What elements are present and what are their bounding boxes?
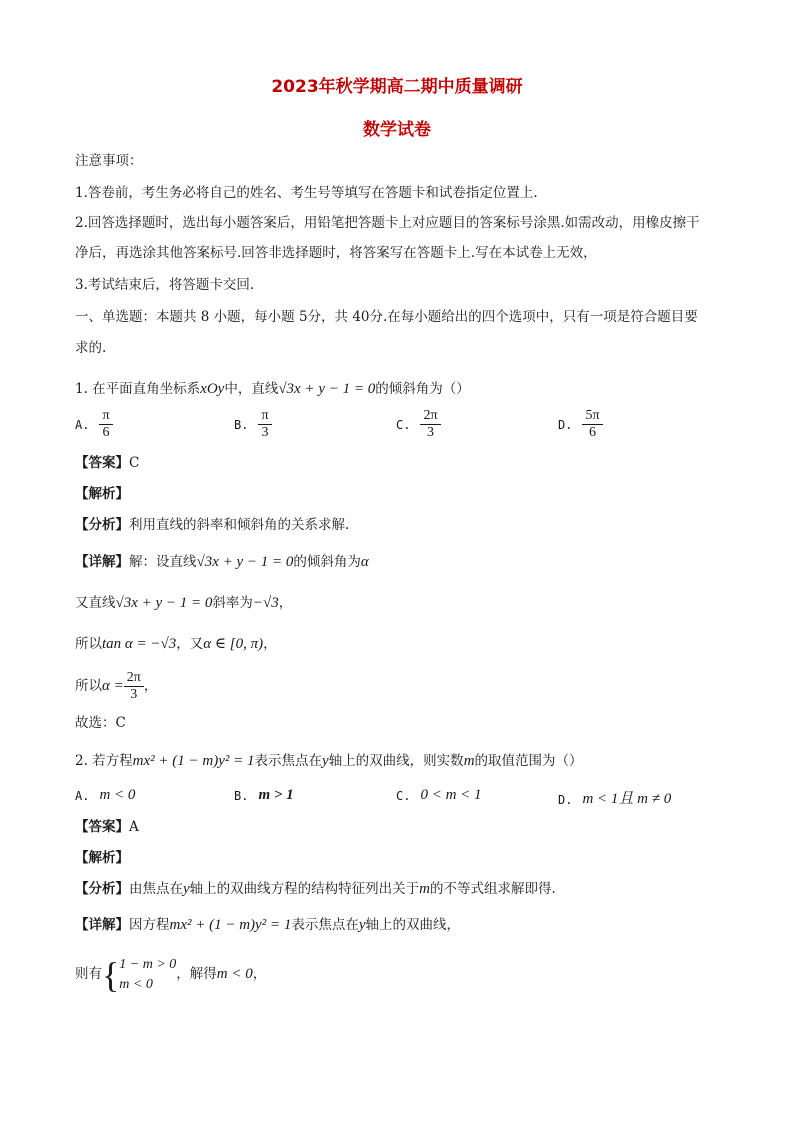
detail-text-3: 轴上的双曲线， <box>365 917 461 933</box>
y-symbol: y <box>358 917 366 933</box>
fenxi-text: 利用直线的斜率和倾斜角的关系求解. <box>129 517 350 533</box>
q1-step-3 <box>75 635 277 653</box>
option-fraction <box>582 408 602 441</box>
q2-stem-text: 2. 若方程 <box>75 753 133 769</box>
detail-tag: 【详解】 <box>75 917 129 933</box>
system-brace: { <box>102 954 120 995</box>
q2-option-a <box>75 787 135 804</box>
inequality-1: 1 − m > 0 <box>119 956 177 972</box>
q1-answer <box>75 454 139 472</box>
step-text-2: 斜率为 <box>212 595 253 611</box>
detail-equation: mx² + (1 − m)y² = 1 <box>169 917 292 933</box>
note-3: 3.考试结束后，将答题卡交回. <box>75 277 255 293</box>
step-text: 又直线 <box>75 595 116 611</box>
detail-tag: 【详解】 <box>75 554 129 570</box>
y-symbol: y <box>322 753 329 769</box>
option-fraction <box>99 408 112 441</box>
denominator: 3 <box>130 687 138 702</box>
q1-detail <box>75 553 369 571</box>
q1-analysis-tag <box>75 485 129 503</box>
step-text-3: ， <box>263 636 277 652</box>
step-text: 所以 <box>75 678 102 694</box>
numerator: π <box>258 408 271 425</box>
answer-value: A <box>129 819 139 835</box>
section-heading-2: 求的. <box>75 340 107 356</box>
exam-title: 2023年秋学期高二期中质量调研 <box>271 77 523 97</box>
answer-value: C <box>129 455 140 471</box>
numerator: π <box>99 408 112 425</box>
q1-fenxi <box>75 516 349 534</box>
detail-equation: √3x + y − 1 = 0 <box>196 554 294 570</box>
q1-stem-text-2: 中，直线 <box>224 381 279 397</box>
option-label: B. <box>234 788 249 803</box>
option-fraction <box>420 408 440 441</box>
exam-subtitle: 数学试卷 <box>363 120 431 140</box>
q1-stem-text-3: 的倾斜角为（） <box>375 381 470 397</box>
fenxi-text-3: 的不等式组求解即得. <box>430 881 556 897</box>
q1-line-equation: √3x + y − 1 = 0 <box>278 381 376 397</box>
analysis-tag: 【解析】 <box>75 486 129 502</box>
option-label: B. <box>234 417 249 432</box>
detail-text-2: 的倾斜角为 <box>293 554 361 570</box>
q2-step-2 <box>75 952 266 997</box>
q1-option-c <box>396 408 441 441</box>
step-text: 则有 <box>75 966 102 982</box>
option-label: D. <box>558 417 573 432</box>
m-symbol: m <box>419 881 431 897</box>
note-1: 1.答卷前，考生务必将自己的姓名、考生号等填写在答题卡和试卷指定位置上. <box>75 185 538 201</box>
q2-analysis-tag <box>75 849 129 867</box>
q2-detail <box>75 916 460 934</box>
numerator: 5π <box>582 408 602 425</box>
denominator: 6 <box>102 425 110 440</box>
detail-text-2: 表示焦点在 <box>291 917 359 933</box>
result-fraction <box>124 670 144 703</box>
q2-stem-text-4: 的取值范围为（） <box>474 753 583 769</box>
q2-stem <box>75 752 583 770</box>
q1-stem <box>75 380 470 398</box>
numerator: 2π <box>124 670 144 687</box>
step-text-2: ， <box>143 678 158 694</box>
q2-option-c <box>396 787 482 804</box>
q2-stem-text-2: 表示焦点在 <box>254 753 323 769</box>
q1-step-2 <box>75 594 292 612</box>
step-text-3: ， <box>278 595 293 611</box>
slope-value: −√3 <box>252 595 279 611</box>
analysis-tag: 【解析】 <box>75 850 129 866</box>
option-label: D. <box>558 792 573 807</box>
section-heading-1: 一、单选题：本题共 8 小题，每小题 5分，共 40分.在每小题给出的四个选项中，只有一项是符合题目要 <box>75 309 698 325</box>
step-text-2: ，又 <box>176 636 204 652</box>
option-label: C. <box>396 788 411 803</box>
m-symbol: m <box>463 753 475 769</box>
fenxi-tag: 【分析】 <box>75 881 129 897</box>
denominator: 6 <box>588 425 596 440</box>
q2-equation: mx² + (1 − m)y² = 1 <box>132 753 255 769</box>
y-symbol: y <box>183 881 190 897</box>
q2-option-d <box>558 787 671 808</box>
q2-fenxi <box>75 880 556 898</box>
notes-heading: 注意事项： <box>75 153 143 169</box>
fenxi-text-2: 轴上的双曲线方程的结构特征列出关于 <box>189 881 420 897</box>
option-text: 0 < m < 1 <box>420 787 482 803</box>
q1-step-4 <box>75 670 157 703</box>
option-label: C. <box>396 417 411 432</box>
option-text: m > 1 <box>258 787 294 803</box>
numerator: 2π <box>420 408 440 425</box>
q2-stem-text-3: 轴上的双曲线，则实数 <box>328 753 464 769</box>
denominator: 3 <box>426 425 434 440</box>
alpha-range: α ∈ [0, π) <box>203 636 264 652</box>
step-text-3: ， <box>252 966 267 982</box>
answer-tag: 【答案】 <box>75 819 129 835</box>
step-equation: √3x + y − 1 = 0 <box>115 595 213 611</box>
fenxi-text: 由焦点在 <box>129 881 183 897</box>
option-label: A. <box>75 788 90 803</box>
detail-text: 因方程 <box>129 917 170 933</box>
step-text-2: ，解得 <box>176 966 217 982</box>
q1-option-a <box>75 408 113 441</box>
q2-option-b <box>234 787 294 804</box>
q1-stem-text: 1. 在平面直角坐标系 <box>75 381 201 397</box>
detail-text: 解：设直线 <box>129 554 197 570</box>
alpha-equals: α = <box>102 678 124 694</box>
inequality-2: m < 0 <box>119 976 153 992</box>
note-2b: 净后，再选涂其他答案标号.回答非选择题时，将答案写在答题卡上.写在本试卷上无效， <box>75 245 597 261</box>
q1-option-d <box>558 408 603 441</box>
answer-tag: 【答案】 <box>75 455 129 471</box>
alpha-symbol: α <box>360 554 369 570</box>
fenxi-tag: 【分析】 <box>75 517 129 533</box>
q1-conclusion: 故选：C <box>75 715 126 731</box>
option-text: m < 0 <box>99 787 136 803</box>
option-text: m < 1且 m ≠ 0 <box>582 791 672 807</box>
q1-option-b <box>234 408 272 441</box>
q2-answer <box>75 818 139 836</box>
tan-equation: tan α = −√3 <box>102 636 177 652</box>
option-label: A. <box>75 417 90 432</box>
q1-coordinate-system: xOy <box>200 381 225 397</box>
step-text: 所以 <box>75 636 102 652</box>
denominator: 3 <box>261 425 269 440</box>
option-fraction <box>258 408 271 441</box>
result: m < 0 <box>216 966 253 982</box>
inequality-system <box>119 955 176 995</box>
note-2a: 2.回答选择题时，选出每小题答案后，用铅笔把答题卡上对应题目的答案标号涂黑.如需改动，用橡皮擦干 <box>75 215 700 231</box>
